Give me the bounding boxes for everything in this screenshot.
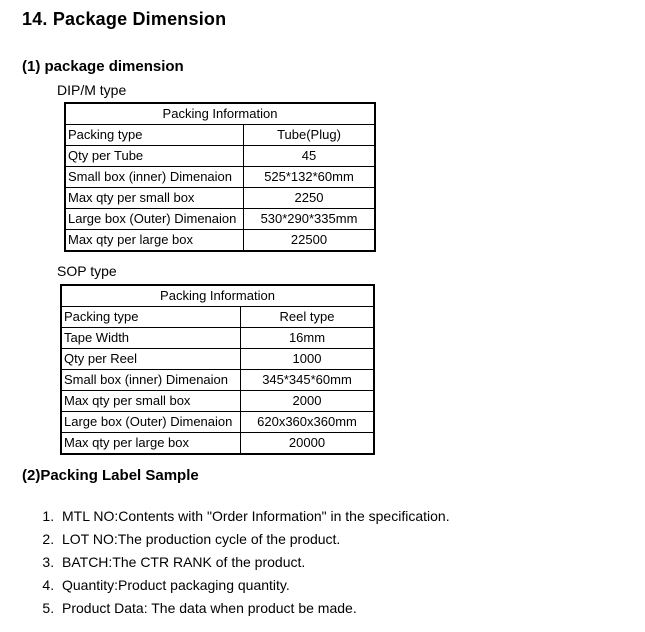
dip-packing-table [64, 102, 376, 252]
table-row [61, 433, 374, 455]
sop-packing-table [60, 284, 375, 455]
list-item: 4. Quantity:Product packaging quantity. [58, 574, 450, 597]
table-row [65, 125, 375, 146]
dip-type-label: DIP/M type [57, 82, 127, 98]
row-label: Small box (inner) Dimenaion [61, 370, 241, 391]
list-item: 1. MTL NO:Contents with "Order Information" in the specification. [58, 505, 450, 528]
row-value: 20000 [241, 433, 375, 455]
row-label: Max qty per small box [61, 391, 241, 412]
list-item: 3. BATCH:The CTR RANK of the product. [58, 551, 450, 574]
row-value: 45 [244, 146, 376, 167]
table-row [61, 307, 374, 328]
sop-type-label: SOP type [57, 263, 117, 279]
section-title-packing-label: (2)Packing Label Sample [22, 467, 199, 484]
row-value: 620x360x360mm [241, 412, 375, 433]
row-label: Large box (Outer) Dimenaion [61, 412, 241, 433]
table-row [65, 188, 375, 209]
table-row [65, 230, 375, 252]
table-row [65, 209, 375, 230]
table-row [61, 391, 374, 412]
table-row [65, 167, 375, 188]
table-row [61, 412, 374, 433]
row-label: Small box (inner) Dimenaion [65, 167, 244, 188]
list-item: 2. LOT NO:The production cycle of the product. [58, 528, 450, 551]
row-label: Max qty per large box [61, 433, 241, 455]
sop-table-title: Packing Information [61, 285, 374, 307]
row-value: 2000 [241, 391, 375, 412]
row-value: 2250 [244, 188, 376, 209]
row-value: 345*345*60mm [241, 370, 375, 391]
row-value: Reel type [241, 307, 375, 328]
row-label: Large box (Outer) Dimenaion [65, 209, 244, 230]
row-label: Max qty per large box [65, 230, 244, 252]
row-label: Max qty per small box [65, 188, 244, 209]
row-value: 530*290*335mm [244, 209, 376, 230]
table-row [61, 328, 374, 349]
row-label: Qty per Tube [65, 146, 244, 167]
table-row [65, 146, 375, 167]
list-item: 5. Product Data: The data when product be made. [58, 597, 450, 620]
table-row [61, 349, 374, 370]
row-label: Packing type [65, 125, 244, 146]
row-value: Tube(Plug) [244, 125, 376, 146]
table-row [61, 370, 374, 391]
section-title-package-dimension: (1) package dimension [22, 58, 184, 75]
row-value: 22500 [244, 230, 376, 252]
row-value: 525*132*60mm [244, 167, 376, 188]
row-value: 1000 [241, 349, 375, 370]
notes-list [20, 505, 450, 620]
row-label: Qty per Reel [61, 349, 241, 370]
row-label: Packing type [61, 307, 241, 328]
row-value: 16mm [241, 328, 375, 349]
page-title: 14. Package Dimension [22, 9, 227, 29]
dip-table-title: Packing Information [65, 103, 375, 125]
row-label: Tape Width [61, 328, 241, 349]
